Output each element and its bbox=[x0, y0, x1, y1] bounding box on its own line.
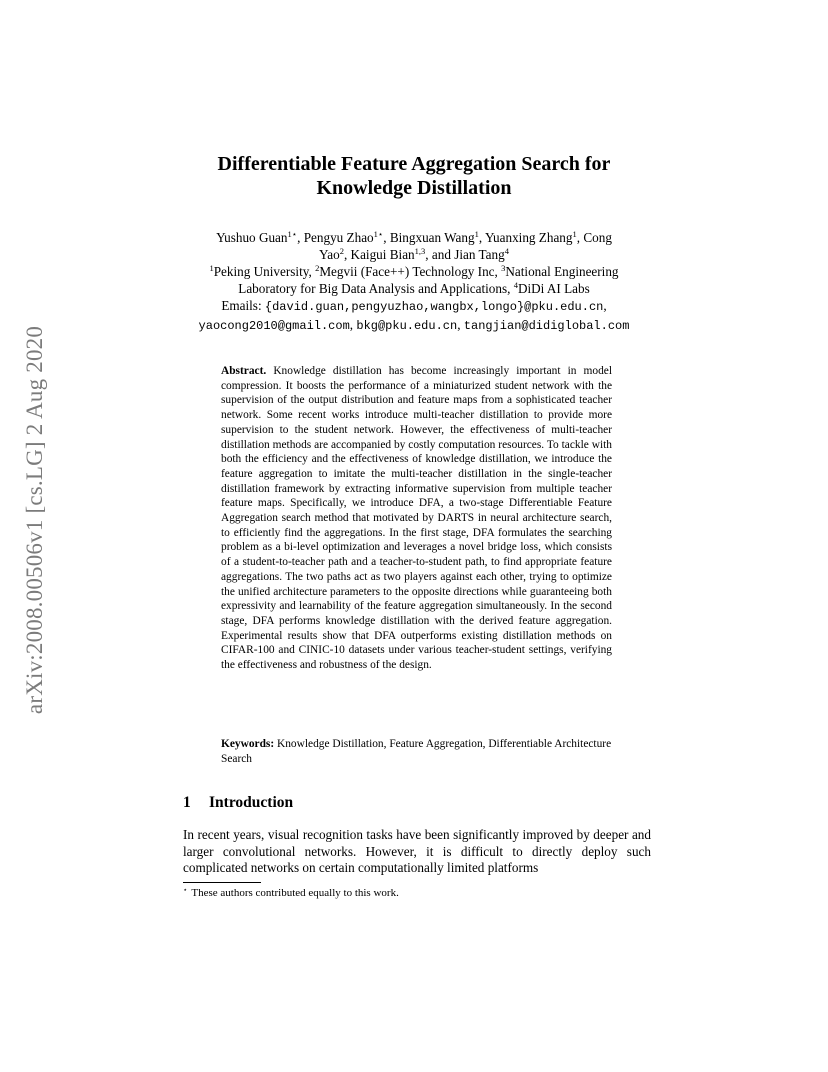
affiliation-mark: 2 bbox=[315, 263, 320, 273]
email-label: Emails: bbox=[221, 298, 265, 313]
author-block bbox=[150, 229, 678, 335]
author-mark: 1 bbox=[572, 229, 577, 239]
keywords-label: Keywords: bbox=[221, 738, 275, 750]
abstract-label: Abstract. bbox=[221, 365, 267, 377]
abstract bbox=[221, 364, 612, 673]
email-address: yaocong2010@gmail.com bbox=[198, 319, 350, 333]
keywords bbox=[221, 737, 612, 766]
title-line-1: Differentiable Feature Aggregation Search for bbox=[217, 153, 611, 175]
footnote-text: These authors contributed equally to this work. bbox=[191, 887, 399, 899]
affiliation-text: DiDi AI Labs bbox=[517, 281, 590, 296]
email-separator: , bbox=[349, 317, 357, 332]
author-name: Yao bbox=[319, 247, 340, 262]
author-name: , Pengyu Zhao bbox=[297, 230, 374, 245]
footnote bbox=[183, 886, 399, 900]
author-mark: 1,3 bbox=[414, 246, 426, 256]
affiliation-mark: 1 bbox=[209, 263, 214, 273]
footnote-mark: ⋆ bbox=[183, 886, 188, 894]
affiliation-line-2 bbox=[150, 280, 678, 297]
affiliation-text: Peking University, bbox=[213, 264, 316, 279]
author-mark: 1⋆ bbox=[373, 229, 384, 239]
email-line-1 bbox=[150, 297, 678, 316]
abstract-text: Knowledge distillation has become increasingly important in model compression. It boosts the performance of a miniaturized student network with the supervision of the output distribution and feature maps from a sophisticated teacher network. Some recent works introduce multi-teacher distillation to provide more supervision to the student network. However, the effectiveness of multi-teacher distillation methods are accompanied by costly computation resources. To tackle with both the efficiency and the effectiveness of knowledge distillation, we introduce the feature aggregation to imitate the multi-teacher distillation in the single-teacher distillation framework by extracting informative supervision from multiple teacher feature maps. Specifically, we introduce DFA, a two-stage Differentiable Feature Aggregation search method that motivated by DARTS in neural architecture search, to efficiently find the aggregations. In the first stage, DFA formulates the searching problem as a bi-level optimization and leverages a novel bridge loss, which consists of a student-to-teacher path and a teacher-to-student path, to find appropriate feature aggregations. The two paths act as two players against each other, trying to optimize the unified architecture parameters to the opposite directions while guaranteeing both expressivity and learnability of the feature aggregation simultaneously. In the second stage, DFA performs knowledge distillation with the derived feature aggregation. Experimental results show that DFA outperforms existing distillation methods on CIFAR-100 and CINIC-10 datasets under various teacher-student settings, verifying the effectiveness and robustness of the design. bbox=[221, 365, 612, 672]
paper-title bbox=[170, 152, 658, 200]
affiliation-text: Megvii (Face++) Technology Inc, bbox=[319, 264, 502, 279]
affiliation-line-1 bbox=[150, 263, 678, 280]
author-mark: 1 bbox=[474, 229, 479, 239]
author-mark: 1⋆ bbox=[287, 229, 298, 239]
section-title: Introduction bbox=[209, 794, 294, 811]
email-address: bkg@pku.edu.cn bbox=[356, 319, 458, 333]
section-number: 1 bbox=[183, 794, 191, 811]
affiliation-mark: 4 bbox=[513, 280, 518, 290]
affiliation-text: National Engineering bbox=[505, 264, 619, 279]
affiliation-mark: 3 bbox=[501, 263, 506, 273]
affiliation-text: Laboratory for Big Data Analysis and Applications, bbox=[238, 281, 514, 296]
intro-paragraph: In recent years, visual recognition tasks have been significantly improved by deeper and larger convolutional networks. However, it is difficult to directly deploy such complicated networks on certain computationally limited platforms bbox=[183, 827, 651, 875]
email-address: tangjian@didiglobal.com bbox=[463, 319, 630, 333]
footnote-rule bbox=[183, 882, 261, 883]
section-heading bbox=[183, 793, 293, 812]
author-name: , Yuanxing Zhang bbox=[478, 230, 573, 245]
arxiv-identifier: arXiv:2008.00506v1 [cs.LG] 2 Aug 2020 bbox=[22, 325, 47, 715]
keywords-text: Knowledge Distillation, Feature Aggregation, Differentiable Architecture Search bbox=[221, 738, 612, 765]
email-line-2 bbox=[150, 316, 678, 335]
author-mark: 2 bbox=[339, 246, 344, 256]
author-name: , Cong bbox=[576, 230, 612, 245]
author-line-1 bbox=[150, 229, 678, 246]
email-group: {david.guan,pengyuzhao,wangbx,longo}@pku.edu.cn bbox=[264, 300, 604, 314]
author-mark: 4 bbox=[504, 246, 509, 256]
email-separator: , bbox=[457, 317, 464, 332]
author-line-2 bbox=[150, 246, 678, 263]
title-line-2: Knowledge Distillation bbox=[316, 177, 512, 199]
author-name: Yushuo Guan bbox=[216, 230, 288, 245]
email-separator: , bbox=[603, 298, 607, 313]
author-name: , and Jian Tang bbox=[425, 247, 505, 262]
author-name: , Bingxuan Wang bbox=[383, 230, 475, 245]
author-name: , Kaigui Bian bbox=[343, 247, 415, 262]
